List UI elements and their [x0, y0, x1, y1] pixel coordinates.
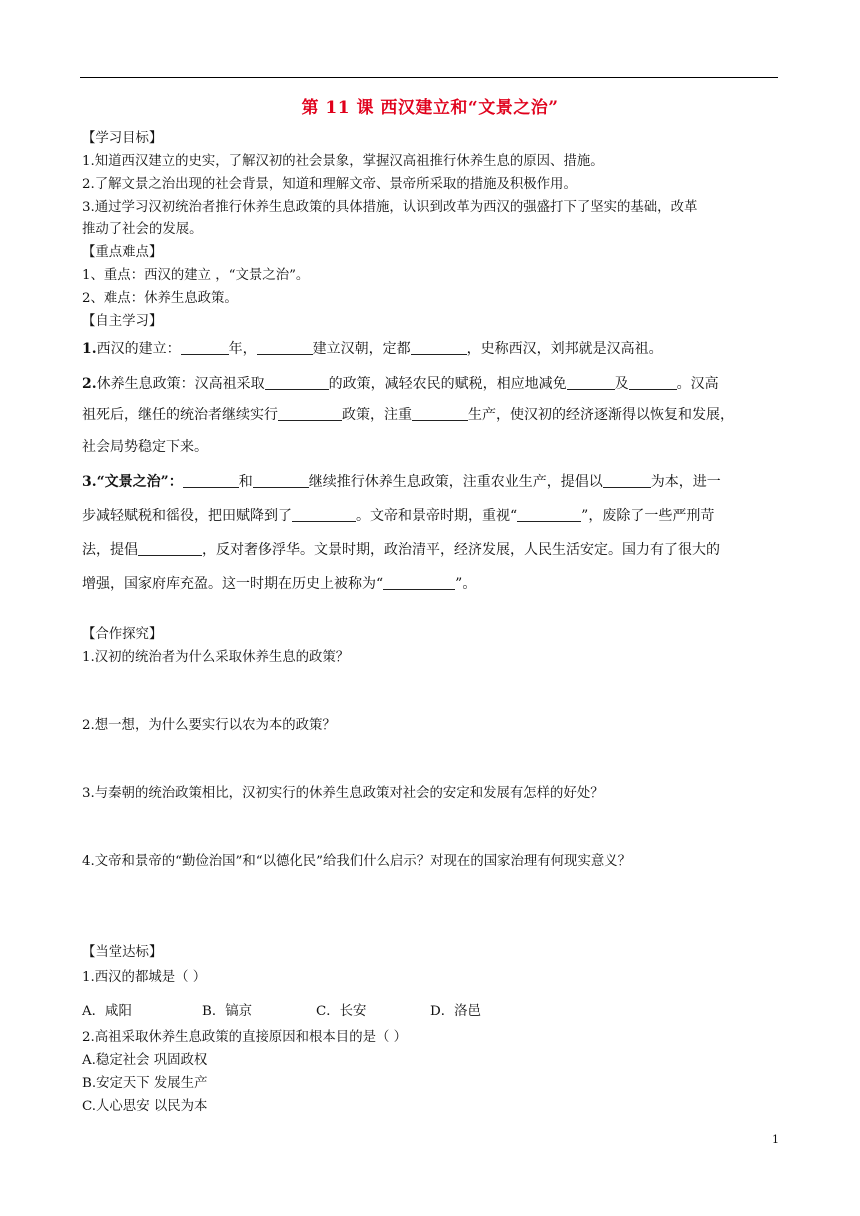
fill-blank[interactable] [411, 341, 467, 355]
fill-blank[interactable] [138, 542, 202, 556]
fill-blank[interactable] [278, 407, 342, 421]
self-study-q1: 1.西汉的建立： 年， 建立汉朝，定都 ，史称西汉，刘邦就是汉高祖。 [82, 341, 663, 357]
self-study-q3-line1: 3.“文景之治”： 和 继续推行休养生息政策，注重农业生产，提倡以 为本，进一 [82, 474, 721, 490]
key-point-2: 2、难点：休养生息政策。 [82, 291, 238, 306]
self-study-q3-line2: 步减轻赋税和徭役，把田赋降到了 。文帝和景帝时期，重视“ ”，废除了一些严刑苛 [82, 508, 715, 524]
section-cooperation: 【合作探究】 [82, 627, 163, 642]
fill-blank[interactable] [412, 407, 468, 421]
cooperation-q3: 3.与秦朝的统治政策相比，汉初实行的休养生息政策对社会的安定和发展有怎样的好处？ [82, 786, 604, 801]
quiz-q2-option-b[interactable]: B.安定天下 发展生产 [82, 1076, 208, 1091]
section-objectives: 【学习目标】 [82, 131, 163, 146]
self-study-q2-line3: 社会局势稳定下来。 [82, 439, 208, 455]
self-study-q2-line1: 2.休养生息政策：汉高祖采取 的政策，减轻农民的赋税，相应地减免 及 。汉高 [82, 376, 719, 392]
cooperation-q4: 4.文帝和景帝的“勤俭治国”和“以德化民”给我们什么启示？对现在的国家治理有何现实意义？ [82, 854, 631, 869]
header-rule [80, 77, 778, 78]
objective-3: 3.通过学习汉初统治者推行休养生息政策的具体措施，认识到改革为西汉的强盛打下了坚实的基础，改革 [82, 200, 698, 215]
self-study-q3-line4: 增强，国家府库充盈。这一时期在历史上被称为“ ”。 [82, 576, 477, 592]
section-self-study: 【自主学习】 [82, 314, 163, 329]
quiz-q1: 1.西汉的都城是（ ） [82, 970, 207, 985]
fill-blank[interactable] [383, 576, 455, 590]
section-key: 【重点难点】 [82, 245, 163, 260]
option-a[interactable]: A．咸阳 [82, 1004, 132, 1019]
option-c[interactable]: C．长安 [316, 1004, 367, 1019]
fill-blank[interactable] [253, 474, 309, 488]
fill-blank[interactable] [181, 341, 229, 355]
quiz-q2: 2.高祖采取休养生息政策的直接原因和根本目的是（ ） [82, 1030, 408, 1045]
fill-blank[interactable] [257, 341, 313, 355]
fill-blank[interactable] [265, 376, 329, 390]
objective-1: 1.知道西汉建立的史实，了解汉初的社会景象，掌握汉高祖推行休养生息的原因、措施。 [82, 154, 604, 169]
self-study-q3-line3: 法，提倡 ，反对奢侈浮华。文景时期，政治清平，经济发展，人民生活安定。国力有了很大的 [82, 542, 720, 558]
quiz-q2-option-c[interactable]: C.人心思安 以民为本 [82, 1099, 208, 1114]
page-title: 第 11 课 西汉建立和“文景之治” [301, 98, 559, 118]
quiz-q1-options [82, 1004, 481, 1020]
objective-2: 2.了解文景之治出现的社会背景，知道和理解文帝、景帝所采取的措施及积极作用。 [82, 177, 577, 192]
quiz-q2-option-a[interactable]: A.稳定社会 巩固政权 [82, 1053, 208, 1068]
cooperation-q2: 2.想一想，为什么要实行以农为本的政策？ [82, 718, 336, 733]
objective-3-cont: 推动了社会的发展。 [82, 222, 203, 237]
option-b[interactable]: B．镐京 [202, 1004, 253, 1019]
cooperation-q1: 1.汉初的统治者为什么采取休养生息的政策？ [82, 650, 350, 665]
fill-blank[interactable] [517, 508, 581, 522]
page-number: 1 [772, 1133, 779, 1146]
self-study-q2-line2: 祖死后，继任的统治者继续实行 政策，注重 生产，使汉初的经济逐渐得以恢复和发展， [82, 407, 734, 423]
option-d[interactable]: D．洛邑 [430, 1004, 481, 1019]
fill-blank[interactable] [292, 508, 356, 522]
fill-blank[interactable] [603, 474, 651, 488]
fill-blank[interactable] [183, 474, 239, 488]
section-in-class: 【当堂达标】 [82, 945, 163, 960]
fill-blank[interactable] [629, 376, 677, 390]
fill-blank[interactable] [567, 376, 615, 390]
key-point-1: 1、重点：西汉的建立 ，“文景之治”。 [82, 268, 310, 283]
